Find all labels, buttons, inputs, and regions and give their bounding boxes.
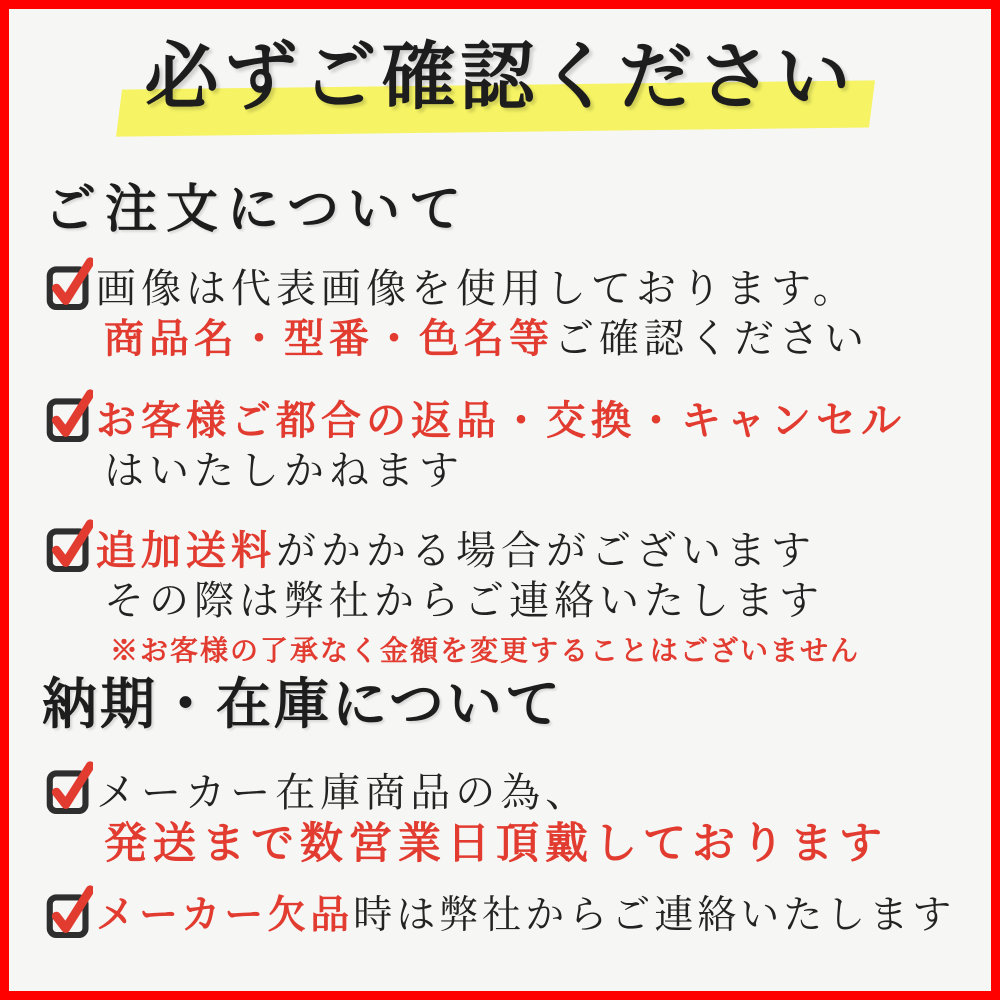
notice-item-no-returns	[46, 388, 980, 495]
notice-item-text	[96, 768, 888, 871]
notice-item-text	[96, 396, 906, 495]
notice-line	[96, 526, 860, 576]
checkbox-checked-icon	[46, 518, 93, 573]
notice-segment: お客様ご都合の返品・交換・キャンセル	[96, 398, 906, 443]
page-title-text: 必ずご確認ください	[145, 36, 856, 121]
notice-item-text	[96, 892, 955, 940]
notice-item-representative-image	[46, 256, 980, 363]
section-heading-order: ご注文について	[44, 182, 470, 239]
checkbox-checked-icon	[46, 760, 93, 815]
checkbox-checked-icon	[46, 256, 93, 311]
notice-segment: メーカー在庫商品の為、	[96, 770, 591, 815]
notice-item-extra-shipping	[46, 518, 980, 670]
notice-segment: 画像は代表画像を使用しております。	[96, 266, 858, 311]
notice-line	[96, 768, 888, 818]
notice-segment: その際は弊社からご連絡いたします	[104, 577, 824, 623]
notice-item-text	[96, 264, 869, 363]
notice-line	[96, 314, 869, 364]
notice-item-maker-outofstock	[46, 884, 980, 940]
notice-segment: メーカー欠品	[96, 894, 354, 937]
notice-segment: がかかる場合がございます	[276, 528, 816, 573]
notice-line	[96, 818, 888, 871]
section-heading-stock: 納期・在庫について	[42, 674, 563, 735]
notice-item-maker-stock	[46, 760, 980, 871]
notice-line	[96, 892, 955, 940]
notice-footnote: ※お客様の了承なく金額を変更することはございません	[110, 636, 861, 668]
checkbox-checked-icon	[46, 388, 93, 443]
notice-line	[96, 446, 906, 496]
notice-segment: 時は弊社からご連絡いたします	[353, 894, 956, 937]
notice-segment: 追加送料	[96, 528, 276, 573]
notice-segment: 発送まで数営業日頂戴しております	[104, 820, 888, 868]
notice-segment: はいたしかねます	[104, 447, 464, 493]
notice-line	[96, 576, 860, 626]
notice-segment: 商品名・型番・色名等	[104, 315, 554, 361]
notice-line	[96, 396, 906, 446]
notice-line	[96, 264, 869, 314]
notice-item-text	[96, 526, 860, 670]
checkbox-checked-icon	[46, 884, 93, 939]
page-title	[0, 36, 1000, 121]
notice-segment: ご確認ください	[554, 315, 869, 361]
